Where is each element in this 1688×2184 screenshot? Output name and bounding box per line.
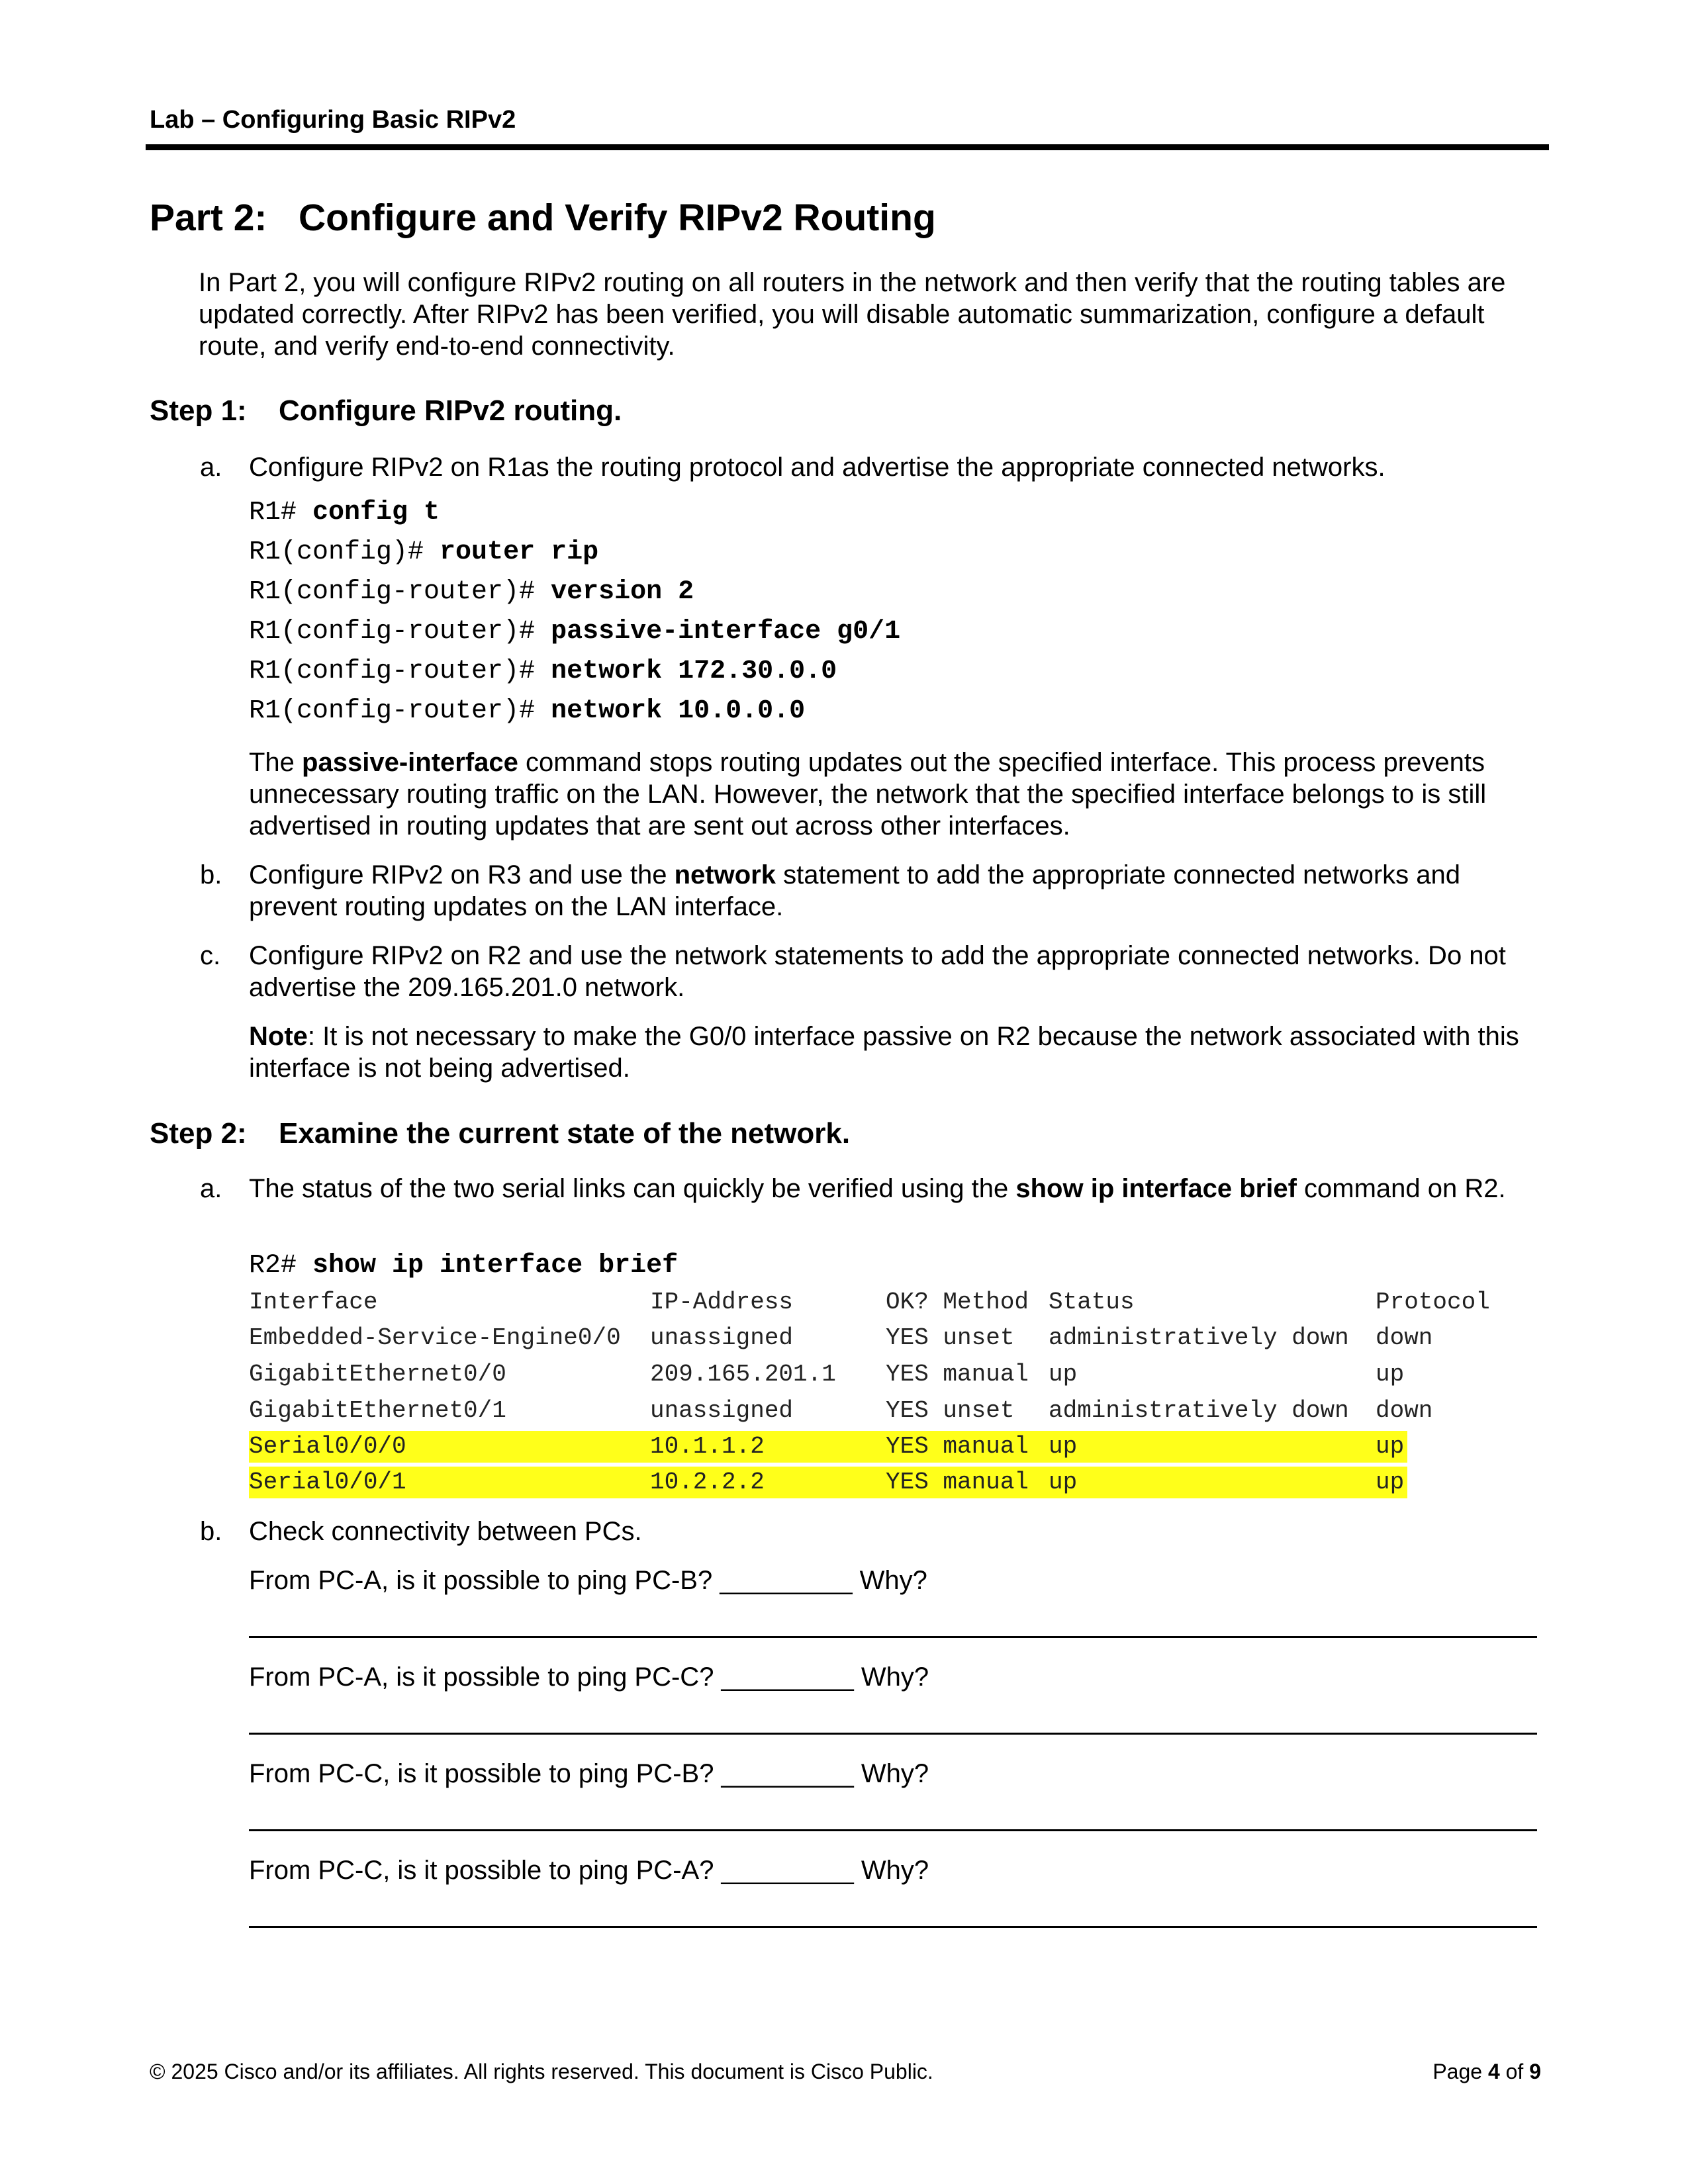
cli-prompt: R1(config-router)# xyxy=(249,696,551,726)
page-current: 4 xyxy=(1487,2060,1500,2083)
cli-prompt: R2# xyxy=(249,1251,313,1281)
table-row-highlighted xyxy=(249,1467,1407,1498)
table-header-cell: OK? Method xyxy=(886,1289,1029,1316)
answer-line[interactable] xyxy=(249,1636,1537,1638)
step1-c-note xyxy=(249,1021,1549,1084)
item-text: Configure RIPv2 on R3 and use the xyxy=(249,860,675,889)
part-title: Configure and Verify RIPv2 Routing xyxy=(299,197,936,239)
page-label: Page xyxy=(1432,2060,1488,2083)
table-cell: YES manual xyxy=(886,1433,1029,1460)
passive-interface-note xyxy=(249,747,1549,842)
step1-a-text: Configure RIPv2 on R1as the routing protocol and advertise the appropriate connected networks. xyxy=(249,453,1385,482)
answer-line[interactable] xyxy=(249,1829,1537,1831)
part-heading xyxy=(150,196,936,240)
table-cell: unassigned xyxy=(650,1397,794,1424)
item-label: a. xyxy=(200,1174,222,1203)
item-label: c. xyxy=(200,941,221,970)
document-header-title: Lab – Configuring Basic RIPv2 xyxy=(150,106,516,134)
ping-question: From PC-C, is it possible to ping PC-A? _________ Why? xyxy=(249,1856,929,1885)
item-label: b. xyxy=(200,860,222,889)
table-cell: down xyxy=(1376,1324,1433,1351)
table-cell: up xyxy=(1049,1361,1078,1388)
cli-command: passive-interface g0/1 xyxy=(551,617,901,647)
item-keyword: network xyxy=(674,860,776,889)
note-keyword: passive-interface xyxy=(302,748,518,777)
ping-question: From PC-A, is it possible to ping PC-C? _________ Why? xyxy=(249,1662,929,1692)
table-cell: Serial0/0/0 xyxy=(249,1433,406,1460)
table-header-cell: Protocol xyxy=(1376,1289,1490,1316)
table-cell: 209.165.201.1 xyxy=(650,1361,836,1388)
part-intro: In Part 2, you will configure RIPv2 routing on all routers in the network and then verify that the routing tables are updated correctly. After RIPv2 has been verified, you will disable automatic summarization, configure a default route, and verify end-to-end connectivity. xyxy=(199,268,1506,361)
table-cell: Embedded-Service-Engine0/0 xyxy=(249,1324,621,1351)
table-header-cell: IP-Address xyxy=(650,1289,794,1316)
code-line xyxy=(249,617,900,647)
interface-brief-output xyxy=(249,1287,1507,1496)
code-line xyxy=(249,537,598,567)
table-cell: 10.2.2.2 xyxy=(650,1469,765,1496)
item-text: Configure RIPv2 on R2 and use the network statements to add the appropriate connected networks. Do not advertise the 209.165.201.0 network. xyxy=(249,941,1506,1002)
item-text: statement to add the appropriate connected networks and prevent routing updates on the LAN interface. xyxy=(249,860,1460,921)
table-header-cell: Interface xyxy=(249,1289,378,1316)
note-text: command stops routing updates out the specified interface. This process prevents unnecessary routing traffic on the LAN. However, the network that the specified interface belongs to is still advertised in routing updates that are sent out across other interfaces. xyxy=(249,748,1487,841)
table-cell: GigabitEthernet0/1 xyxy=(249,1397,506,1424)
table-cell: unassigned xyxy=(650,1324,794,1351)
note-text: The xyxy=(249,748,303,777)
table-row xyxy=(249,1322,1507,1354)
page-label: of xyxy=(1499,2060,1530,2083)
table-cell: up xyxy=(1376,1469,1405,1496)
step2-heading xyxy=(150,1117,850,1150)
page-total: 9 xyxy=(1529,2060,1541,2083)
table-cell: administratively down xyxy=(1049,1397,1349,1424)
table-row xyxy=(249,1359,1507,1390)
cli-command: config t xyxy=(312,498,440,527)
cli-command: router rip xyxy=(440,537,599,567)
step2-item-b xyxy=(200,1516,1549,1547)
table-cell: administratively down xyxy=(1049,1324,1349,1351)
step1-number: Step 1: xyxy=(150,394,247,427)
table-cell: up xyxy=(1376,1433,1405,1460)
code-line xyxy=(249,1251,678,1281)
cli-prompt: R1(config-router)# xyxy=(249,617,551,647)
answer-line[interactable] xyxy=(249,1926,1537,1928)
cli-command: version 2 xyxy=(551,577,694,607)
step2-item-a xyxy=(200,1173,1549,1205)
header-divider xyxy=(146,144,1549,150)
cli-prompt: R1(config-router)# xyxy=(249,577,551,607)
cli-prompt: R1(config-router)# xyxy=(249,657,551,686)
item-text: Check connectivity between PCs. xyxy=(249,1517,642,1546)
item-keyword: show ip interface brief xyxy=(1015,1174,1297,1203)
table-cell: YES manual xyxy=(886,1469,1029,1496)
part-number: Part 2: xyxy=(150,197,267,239)
code-line xyxy=(249,498,440,527)
item-text: The status of the two serial links can quickly be verified using the xyxy=(249,1174,1016,1203)
step1-item-c xyxy=(200,940,1549,1003)
table-cell: up xyxy=(1376,1361,1405,1388)
table-cell: Serial0/0/1 xyxy=(249,1469,406,1496)
cli-prompt: R1(config)# xyxy=(249,537,440,567)
table-cell: YES manual xyxy=(886,1361,1029,1388)
footer-copyright: © 2025 Cisco and/or its affiliates. All rights reserved. This document is Cisco Public. xyxy=(150,2060,933,2083)
table-header-cell: Status xyxy=(1049,1289,1135,1316)
table-header-row xyxy=(249,1287,1507,1318)
code-line xyxy=(249,577,694,607)
code-line xyxy=(249,657,837,686)
table-cell: 10.1.1.2 xyxy=(650,1433,765,1460)
table-row-highlighted xyxy=(249,1431,1407,1463)
table-cell: up xyxy=(1049,1433,1078,1460)
step2-number: Step 2: xyxy=(150,1117,247,1150)
table-cell: up xyxy=(1049,1469,1078,1496)
step1-item-b xyxy=(200,859,1549,923)
table-cell: GigabitEthernet0/0 xyxy=(249,1361,506,1388)
table-cell: YES unset xyxy=(886,1324,1015,1351)
ping-question: From PC-C, is it possible to ping PC-B? _________ Why? xyxy=(249,1759,929,1788)
cli-command: network 10.0.0.0 xyxy=(551,696,806,726)
step1-item-a xyxy=(200,451,1549,483)
step1-heading xyxy=(150,394,622,428)
note-label: Note xyxy=(249,1022,308,1051)
code-line xyxy=(249,696,805,726)
table-row xyxy=(249,1395,1507,1427)
step2-title: Examine the current state of the network. xyxy=(279,1117,851,1150)
cli-command: network 172.30.0.0 xyxy=(551,657,837,686)
table-cell: YES unset xyxy=(886,1397,1015,1424)
item-label: b. xyxy=(200,1517,222,1546)
cli-prompt: R1# xyxy=(249,498,313,527)
ping-question: From PC-A, is it possible to ping PC-B? _________ Why? xyxy=(249,1566,927,1595)
note-text: : It is not necessary to make the G0/0 interface passive on R2 because the network associated with this interface is not being advertised. xyxy=(249,1022,1519,1083)
item-text: command on R2. xyxy=(1296,1174,1506,1203)
footer-page-number xyxy=(1432,2060,1541,2084)
item-label: a. xyxy=(200,453,222,482)
cli-command: show ip interface brief xyxy=(312,1251,679,1281)
answer-line[interactable] xyxy=(249,1733,1537,1735)
table-cell: down xyxy=(1376,1397,1433,1424)
step1-title: Configure RIPv2 routing. xyxy=(279,394,622,427)
